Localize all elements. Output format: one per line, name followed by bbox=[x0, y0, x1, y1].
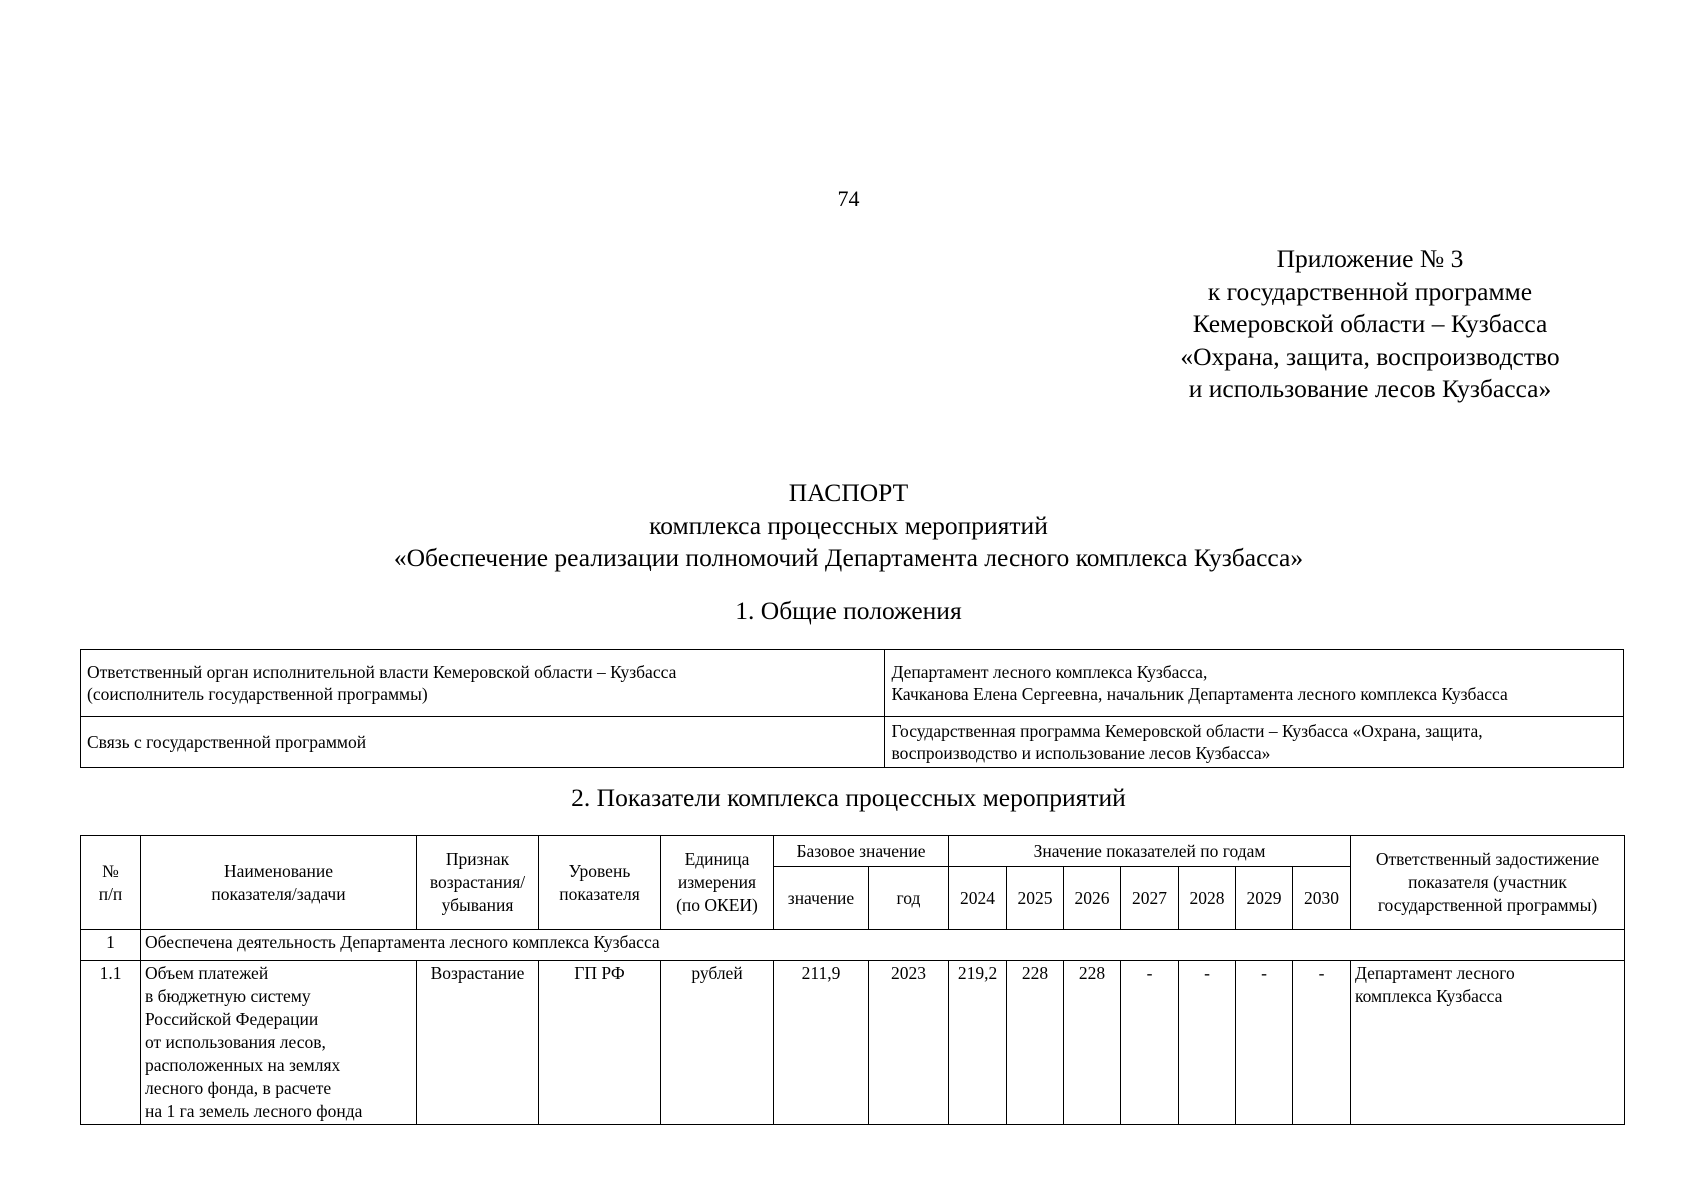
indicator-value-2029: - bbox=[1236, 961, 1293, 1125]
appendix-line: к государственной программе bbox=[1207, 276, 1533, 306]
indicator-base-value: 211,9 bbox=[774, 961, 869, 1125]
page-number: 74 bbox=[837, 186, 860, 211]
cell-line: Связь с государственной программой bbox=[87, 732, 367, 752]
indicator-value-2030: - bbox=[1293, 961, 1351, 1125]
header-trend: Признак возрастания/ убывания bbox=[417, 836, 539, 930]
passport-title: ПАСПОРТ bbox=[788, 478, 909, 507]
appendix-line: «Охрана, защита, воспроизводство bbox=[1180, 341, 1560, 371]
header-year: 2026 bbox=[1064, 867, 1121, 930]
indicators-table bbox=[80, 835, 1625, 1125]
cell-line: Ответственный орган исполнительной власти Кемеровской области – Кузбасса bbox=[87, 662, 677, 682]
indicator-value-2026: 228 bbox=[1064, 961, 1121, 1125]
indicator-value-2025: 228 bbox=[1007, 961, 1064, 1125]
indicator-responsible: Департамент лесного комплекса Кузбасса bbox=[1351, 961, 1625, 1125]
indicator-trend: Возрастание bbox=[417, 961, 539, 1125]
header-year: 2030 bbox=[1293, 867, 1351, 930]
indicator-value-2027: - bbox=[1121, 961, 1179, 1125]
indicator-base-year: 2023 bbox=[869, 961, 949, 1125]
indicator-level: ГП РФ bbox=[539, 961, 661, 1125]
table-cell-label bbox=[81, 650, 885, 717]
appendix-line: Кемеровской области – Кузбасса bbox=[1192, 309, 1548, 338]
passport-heading bbox=[0, 477, 1697, 575]
indicator-value-2024: 219,2 bbox=[949, 961, 1007, 1125]
header-unit: Единица измерения (по ОКЕИ) bbox=[661, 836, 774, 930]
appendix-line: и использование лесов Кузбасса» bbox=[1188, 374, 1552, 403]
indicator-num: 1.1 bbox=[81, 961, 141, 1125]
cell-line: Департамент лесного комплекса Кузбасса, bbox=[891, 662, 1208, 682]
cell-line: Государственная программа Кемеровской области – Кузбасса «Охрана, защита, bbox=[891, 721, 1483, 741]
header-num: № п/п bbox=[81, 836, 141, 930]
header-level: Уровень показателя bbox=[539, 836, 661, 930]
appendix-line: Приложение № 3 bbox=[1276, 244, 1464, 273]
table-row bbox=[81, 650, 1624, 717]
indicator-unit: рублей bbox=[661, 961, 774, 1125]
header-year: 2025 bbox=[1007, 867, 1064, 930]
passport-name: «Обеспечение реализации полномочий Департамента лесного комплекса Кузбасса» bbox=[393, 543, 1304, 572]
header-years-group: Значение показателей по годам bbox=[949, 836, 1351, 867]
cell-line: Качканова Елена Сергеевна, начальник Департамента лесного комплекса Кузбасса bbox=[891, 684, 1508, 704]
table-row bbox=[81, 717, 1624, 768]
cell-line: воспроизводство и использование лесов Кузбасса» bbox=[891, 743, 1271, 763]
appendix-heading bbox=[1150, 243, 1590, 406]
task-text: Обеспечена деятельность Департамента лесного комплекса Кузбасса bbox=[141, 930, 1625, 961]
section-1-title: 1. Общие положения bbox=[735, 596, 962, 625]
passport-subtitle: комплекса процессных мероприятий bbox=[649, 510, 1048, 540]
task-row bbox=[81, 930, 1625, 961]
header-name: Наименование показателя/задачи bbox=[141, 836, 417, 930]
header-year: 2029 bbox=[1236, 867, 1293, 930]
cell-line: (соисполнитель государственной программы) bbox=[87, 684, 428, 704]
header-year: 2028 bbox=[1179, 867, 1236, 930]
indicator-row bbox=[81, 961, 1625, 1125]
general-provisions-table bbox=[80, 649, 1624, 768]
header-base-value: значение bbox=[774, 867, 869, 930]
table-cell-value bbox=[885, 717, 1624, 768]
table-header-row bbox=[81, 836, 1625, 867]
indicator-value-2028: - bbox=[1179, 961, 1236, 1125]
section-2-title: 2. Показатели комплекса процессных мероприятий bbox=[571, 783, 1126, 812]
task-num: 1 bbox=[81, 930, 141, 961]
header-responsible: Ответственный задостижение показателя (участник государственной программы) bbox=[1351, 836, 1625, 930]
header-year: 2027 bbox=[1121, 867, 1179, 930]
header-year: 2024 bbox=[949, 867, 1007, 930]
header-base-group: Базовое значение bbox=[774, 836, 949, 867]
header-base-year: год bbox=[869, 867, 949, 930]
table-cell-label bbox=[81, 717, 885, 768]
indicator-name: Объем платежей в бюджетную систему Российской Федерации от использования лесов, расположенных на землях лесного фонда, в расчете на 1 га земель лесного фонда bbox=[141, 961, 417, 1125]
table-cell-value bbox=[885, 650, 1624, 717]
